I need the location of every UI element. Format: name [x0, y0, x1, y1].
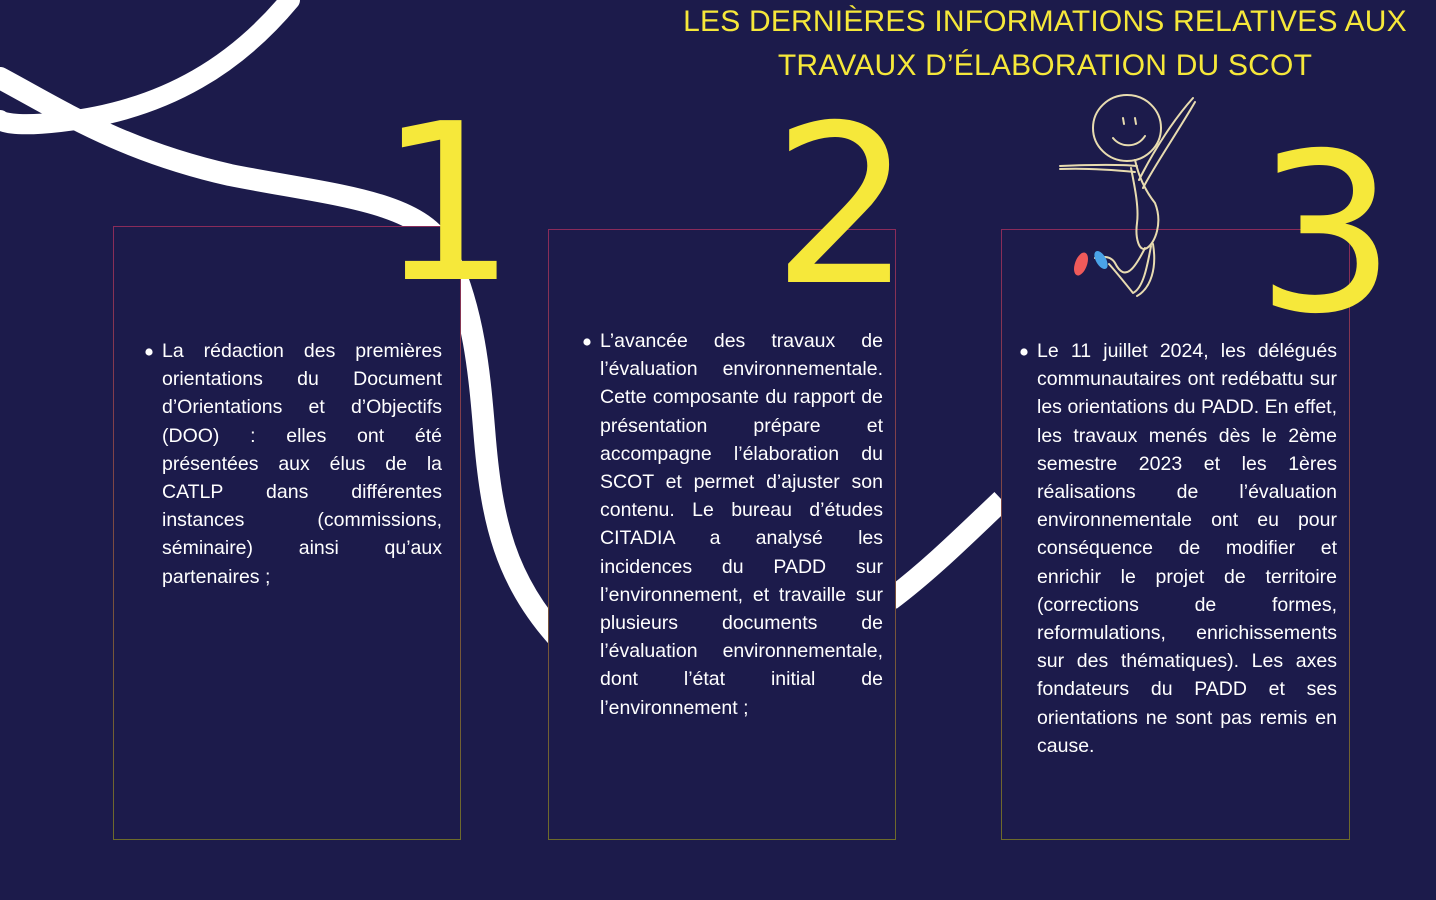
stick-figure-icon: [1055, 88, 1205, 303]
step-bullet-1: La rédaction des premières orientations du Document d’Orientations et d’Objectifs (DOO) : elles ont été présentées aux élus de la CATLP dans différentes instances (commissions, séminaire) ainsi qu’aux partenaires ;: [162, 340, 442, 588]
step-number-1: 1: [378, 78, 517, 331]
step-bullet-3: Le 11 juillet 2024, les délégués communautaires ont redébattu sur les orientations du PADD. En effet, les travaux menés dès le 2ème semestre 2023 et les 1ères réalisations de l’évaluation environnementale ont eu pour conséquence de modifier et enrichir le projet de territoire (corrections de formes, reformulations, enrichissements sur des thématiques). Les axes fondateurs du PADD et ses orientations ne sont pas remis en cause.: [1037, 340, 1337, 757]
step-number-3: 3: [1256, 106, 1396, 362]
page-title: [660, 0, 1430, 88]
step-number-2: 2: [772, 78, 912, 334]
step-bullet-2: L’avancée des travaux de l’évaluation environnementale. Cette composante du rapport de présentation prépare et accompagne l’élaboration du SCOT et permet d’ajuster son contenu. Le bureau d’études CITADIA a analysé les incidences du PADD sur l’environnement, et travaille sur plusieurs documents de l’évaluation environnementale, dont l’état initial de l’environnement ;: [600, 330, 883, 719]
title-line-1: LES DERNIÈRES INFORMATIONS RELATIVES AUX: [683, 5, 1407, 38]
step-text-2: [600, 327, 883, 722]
title-line-2: TRAVAUX D’ÉLABORATION DU SCOT: [777, 49, 1313, 82]
step-text-3: [1037, 337, 1337, 760]
step-text-1: [162, 337, 442, 591]
